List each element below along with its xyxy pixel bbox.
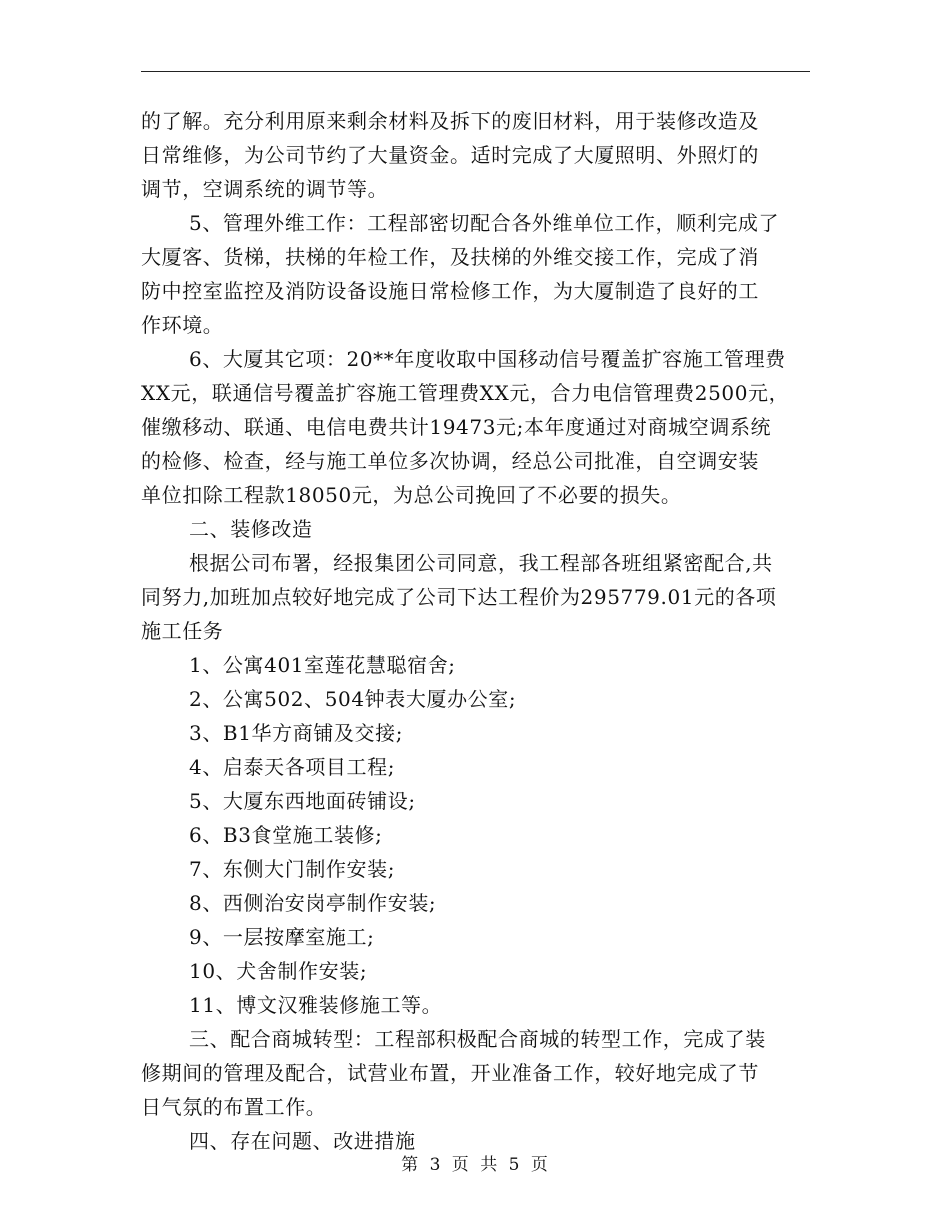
body-line: 二、装修改造: [189, 517, 313, 541]
header-rule: [141, 71, 810, 72]
body-line: 2、公寓502、504钟表大厦办公室;: [189, 687, 517, 711]
body-line: 调节，空调系统的调节等。: [141, 177, 389, 201]
body-line: 的了解。充分利用原来剩余材料及拆下的废旧材料，用于装修改造及: [141, 109, 759, 133]
body-line: 日常维修，为公司节约了大量资金。适时完成了大厦照明、外照灯的: [141, 143, 759, 167]
body-line: 1、公寓401室莲花慧聪宿舍;: [189, 653, 456, 677]
body-line: 同努力,加班加点较好地完成了公司下达工程价为295779.01元的各项: [141, 585, 777, 609]
body-line: 10、犬舍制作安装;: [189, 959, 368, 983]
body-line: 5、管理外维工作：工程部密切配合各外维单位工作，顺利完成了: [189, 211, 780, 235]
body-line: 日气氛的布置工作。: [141, 1095, 327, 1119]
body-line: 单位扣除工程款18050元，为总公司挽回了不必要的损失。: [141, 483, 682, 507]
body-line: 6、B3食堂施工装修;: [189, 823, 383, 847]
body-line: 11、博文汉雅装修施工等。: [189, 993, 443, 1017]
body-line: 催缴移动、联通、电信电费共计19473元;本年度通过对商城空调系统: [141, 415, 772, 439]
page-footer: 第 3 页 共 5 页: [401, 1155, 549, 1175]
body-line: 9、一层按摩室施工;: [189, 925, 375, 949]
body-line: 三、配合商城转型：工程部积极配合商城的转型工作，完成了装: [189, 1027, 766, 1051]
body-line: 3、B1华方商铺及交接;: [189, 721, 404, 745]
body-line: 的检修、检查，经与施工单位多次协调，经总公司批准，自空调安装: [141, 449, 759, 473]
document-body: [141, 104, 810, 1158]
body-line: 防中控室监控及消防设备设施日常检修工作，为大厦制造了良好的工: [141, 279, 759, 303]
body-line: 8、西侧治安岗亭制作安装;: [189, 891, 437, 915]
body-line: 6、大厦其它项：20**年度收取中国移动信号覆盖扩容施工管理费: [189, 347, 786, 371]
body-line: 作环境。: [141, 313, 224, 337]
body-line: 根据公司布署，经报集团公司同意，我工程部各班组紧密配合,共: [189, 551, 773, 575]
body-line: 5、大厦东西地面砖铺设;: [189, 789, 416, 813]
body-line: 修期间的管理及配合，试营业布置，开业准备工作，较好地完成了节: [141, 1061, 759, 1085]
body-line: 四、存在问题、改进措施: [189, 1129, 416, 1153]
body-line: XX元，联通信号覆盖扩容施工管理费XX元，合力电信管理费2500元，: [141, 381, 790, 405]
body-line: 4、启泰天各项目工程;: [189, 755, 396, 779]
body-line: 大厦客、货梯，扶梯的年检工作，及扶梯的外维交接工作，完成了消: [141, 245, 759, 269]
body-line: 7、东侧大门制作安装;: [189, 857, 396, 881]
body-line: 施工任务: [141, 619, 224, 643]
